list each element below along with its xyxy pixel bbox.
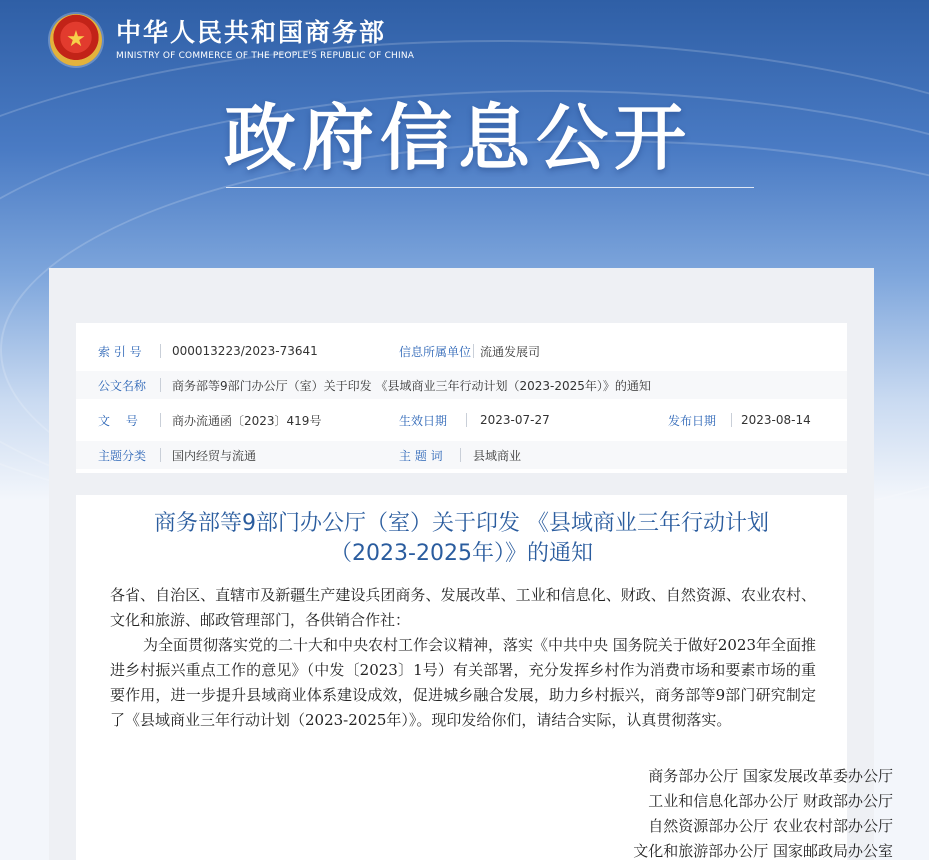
divider: [160, 344, 161, 358]
ministry-name-en: MINISTRY OF COMMERCE OF THE PEOPLE'S REPUBLIC OF CHINA: [116, 51, 415, 61]
ministry-name-cn: 中华人民共和国商务部: [116, 18, 387, 47]
signatory-line: 商务部办公厅 国家发展改革委办公厅: [648, 767, 893, 785]
keyword-value: 县域商业: [473, 448, 522, 463]
divider: [460, 448, 461, 462]
unit-value: 流通发展司: [480, 344, 541, 359]
divider: [160, 448, 161, 462]
divider: [473, 344, 474, 358]
publish-label: 发布日期: [668, 413, 717, 428]
signatory-line: 文化和旅游部办公厅 国家邮政局办公室: [633, 842, 893, 860]
category-value: 国内经贸与流通: [172, 448, 257, 463]
title-value: 商务部等9部门办公厅（室）关于印发 《县域商业三年行动计划（2023-2025年）》的通知: [172, 378, 651, 393]
article-body: [110, 583, 816, 733]
signatory-line: 自然资源部办公厅 农业农村部办公厅: [648, 817, 893, 835]
effective-label: 生效日期: [399, 413, 448, 428]
meta-row-index: [76, 337, 847, 365]
paragraph: 为全面贯彻落实党的二十大和中央农村工作会议精神，落实《中共中央 国务院关于做好2023年全面推进乡村振兴重点工作的意见》（中发〔2023〕1号）有关部署，充分发挥乡村作为消费市场和要素市场的重要作用，进一步提升县域商业体系建设成效，促进城乡融合发展，助力乡村振兴，商务部等9部门研究制定了《县域商业三年行动计划（2023-2025年）》。现印发给你们，请结合实际，认真贯彻落实。: [110, 636, 816, 729]
article-title-line: 商务部等9部门办公厅（室）关于印发 《县域商业三年行动计划: [154, 511, 769, 536]
category-label: 主题分类: [98, 448, 147, 463]
article-title: [76, 509, 847, 569]
docno-label: 文 号: [98, 413, 138, 428]
divider: [160, 413, 161, 427]
document-metadata: [76, 323, 847, 473]
index-label: 索 引 号: [98, 344, 142, 359]
divider: [731, 413, 732, 427]
meta-row-title: [76, 371, 847, 399]
publish-value: 2023-08-14: [741, 413, 811, 427]
article-title-line: （2023-2025年）》的通知: [330, 541, 593, 566]
index-value: 000013223/2023-73641: [172, 344, 318, 358]
effective-value: 2023-07-27: [480, 413, 550, 427]
divider: [466, 413, 467, 427]
national-emblem-icon: ★: [50, 14, 102, 66]
signatory-line: 工业和信息化部办公厅 财政部办公厅: [648, 792, 893, 810]
docno-value: 商办流通函〔2023〕419号: [172, 413, 322, 428]
salutation: 各省、自治区、直辖市及新疆生产建设兵团商务、发展改革、工业和信息化、财政、自然资源、农业农村、文化和旅游、邮政管理部门，各供销合作社：: [110, 586, 816, 629]
unit-label: 信息所属单位: [399, 344, 472, 359]
meta-row-docno: [76, 406, 847, 434]
title-underline: [226, 187, 754, 188]
keyword-label: 主 题 词: [399, 448, 443, 463]
meta-row-category: [76, 441, 847, 469]
title-label: 公文名称: [98, 378, 147, 393]
signatories: [633, 764, 893, 860]
section-title: 政府信息公开: [224, 96, 693, 180]
divider: [160, 378, 161, 392]
ministry-logo[interactable]: [50, 14, 414, 66]
